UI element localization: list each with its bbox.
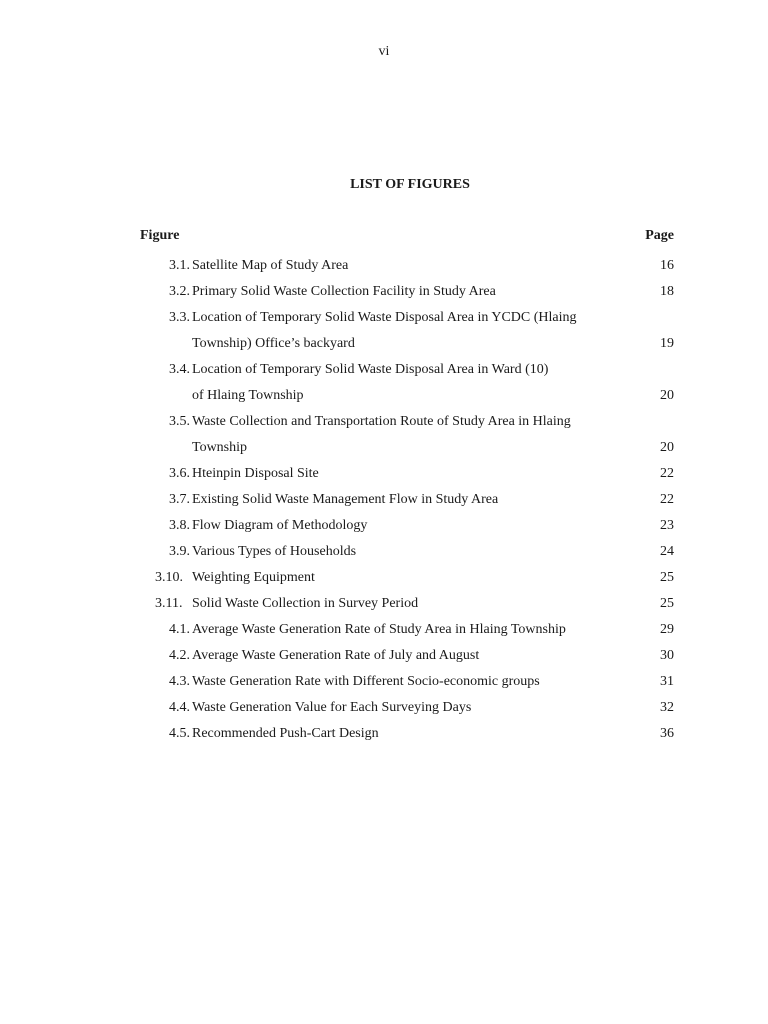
figure-entry	[140, 617, 674, 643]
figure-caption-line: Waste Generation Rate with Different Socio-economic groups	[192, 674, 540, 689]
figure-entry	[140, 253, 674, 279]
figure-caption-line: Satellite Map of Study Area	[192, 258, 349, 273]
figure-page-number: 31	[660, 674, 674, 689]
figure-number: 4.3.	[169, 674, 190, 689]
figure-caption-line: Township) Office’s backyard	[192, 336, 355, 351]
page-title: LIST OF FIGURES	[350, 177, 470, 192]
figure-entry	[140, 695, 674, 721]
figure-caption-line: Flow Diagram of Methodology	[192, 518, 368, 533]
figure-caption-line: Existing Solid Waste Management Flow in Study Area	[192, 492, 499, 507]
figure-entry	[140, 357, 674, 409]
figure-column-header: Figure	[140, 228, 180, 243]
figure-page-number: 24	[660, 544, 674, 559]
figure-caption-line: of Hlaing Township	[192, 388, 304, 403]
figure-entry	[140, 591, 674, 617]
figure-page-number: 29	[660, 622, 674, 637]
figure-caption-line: Waste Generation Value for Each Surveying Days	[192, 700, 472, 715]
figure-page-number: 25	[660, 570, 674, 585]
figure-caption-line: Hteinpin Disposal Site	[192, 466, 319, 481]
figure-entry	[140, 669, 674, 695]
figure-entry	[140, 461, 674, 487]
figure-entry	[140, 721, 674, 747]
figure-page-number: 23	[660, 518, 674, 533]
figure-caption-line: Average Waste Generation Rate of Study Area in Hlaing Township	[192, 622, 566, 637]
figure-entry	[140, 487, 674, 513]
figure-page-number: 22	[660, 466, 674, 481]
figure-page-number: 36	[660, 726, 674, 741]
figure-caption-line: Solid Waste Collection in Survey Period	[192, 596, 419, 611]
figure-caption-line: Average Waste Generation Rate of July and August	[192, 648, 480, 663]
figure-caption-line: Location of Temporary Solid Waste Disposal Area in YCDC (Hlaing	[192, 310, 577, 325]
figure-number: 3.4.	[169, 362, 190, 377]
figure-entry	[140, 305, 674, 357]
figure-entry	[140, 565, 674, 591]
page-number: vi	[378, 44, 390, 59]
figure-caption-line: Weighting Equipment	[192, 570, 315, 585]
figure-number: 4.2.	[169, 648, 190, 663]
figure-number: 4.5.	[169, 726, 190, 741]
figure-page-number: 19	[660, 336, 674, 351]
page-column-header: Page	[645, 228, 674, 243]
figure-entry	[140, 409, 674, 461]
figure-number: 3.7.	[169, 492, 190, 507]
figure-number: 3.1.	[169, 258, 190, 273]
figure-caption-line: Township	[192, 440, 248, 455]
figure-caption-line: Location of Temporary Solid Waste Disposal Area in Ward (10)	[192, 362, 549, 377]
figure-page-number: 25	[660, 596, 674, 611]
figure-entry	[140, 643, 674, 669]
figure-caption-line: Primary Solid Waste Collection Facility in Study Area	[192, 284, 496, 299]
figure-page-number: 20	[660, 440, 674, 455]
figure-page-number: 32	[660, 700, 674, 715]
figure-entry	[140, 539, 674, 565]
figure-number: 3.10.	[155, 570, 183, 585]
figure-page-number: 18	[660, 284, 674, 299]
figure-page-number: 22	[660, 492, 674, 507]
figure-number: 3.11.	[155, 596, 183, 611]
figure-number: 3.6.	[169, 466, 190, 481]
figure-page-number: 20	[660, 388, 674, 403]
figure-entry	[140, 279, 674, 305]
figure-number: 3.5.	[169, 414, 190, 429]
figure-number: 3.3.	[169, 310, 190, 325]
figure-number: 4.1.	[169, 622, 190, 637]
figure-caption-line: Waste Collection and Transportation Route of Study Area in Hlaing	[192, 414, 571, 429]
figure-entry	[140, 513, 674, 539]
figure-number: 3.9.	[169, 544, 190, 559]
figure-caption-line: Various Types of Households	[192, 544, 357, 559]
figure-list	[140, 253, 674, 747]
figure-caption-line: Recommended Push-Cart Design	[192, 726, 379, 741]
figure-number: 4.4.	[169, 700, 190, 715]
figure-page-number: 30	[660, 648, 674, 663]
list-header	[140, 228, 674, 248]
figure-number: 3.8.	[169, 518, 190, 533]
figure-page-number: 16	[660, 258, 674, 273]
figure-number: 3.2.	[169, 284, 190, 299]
